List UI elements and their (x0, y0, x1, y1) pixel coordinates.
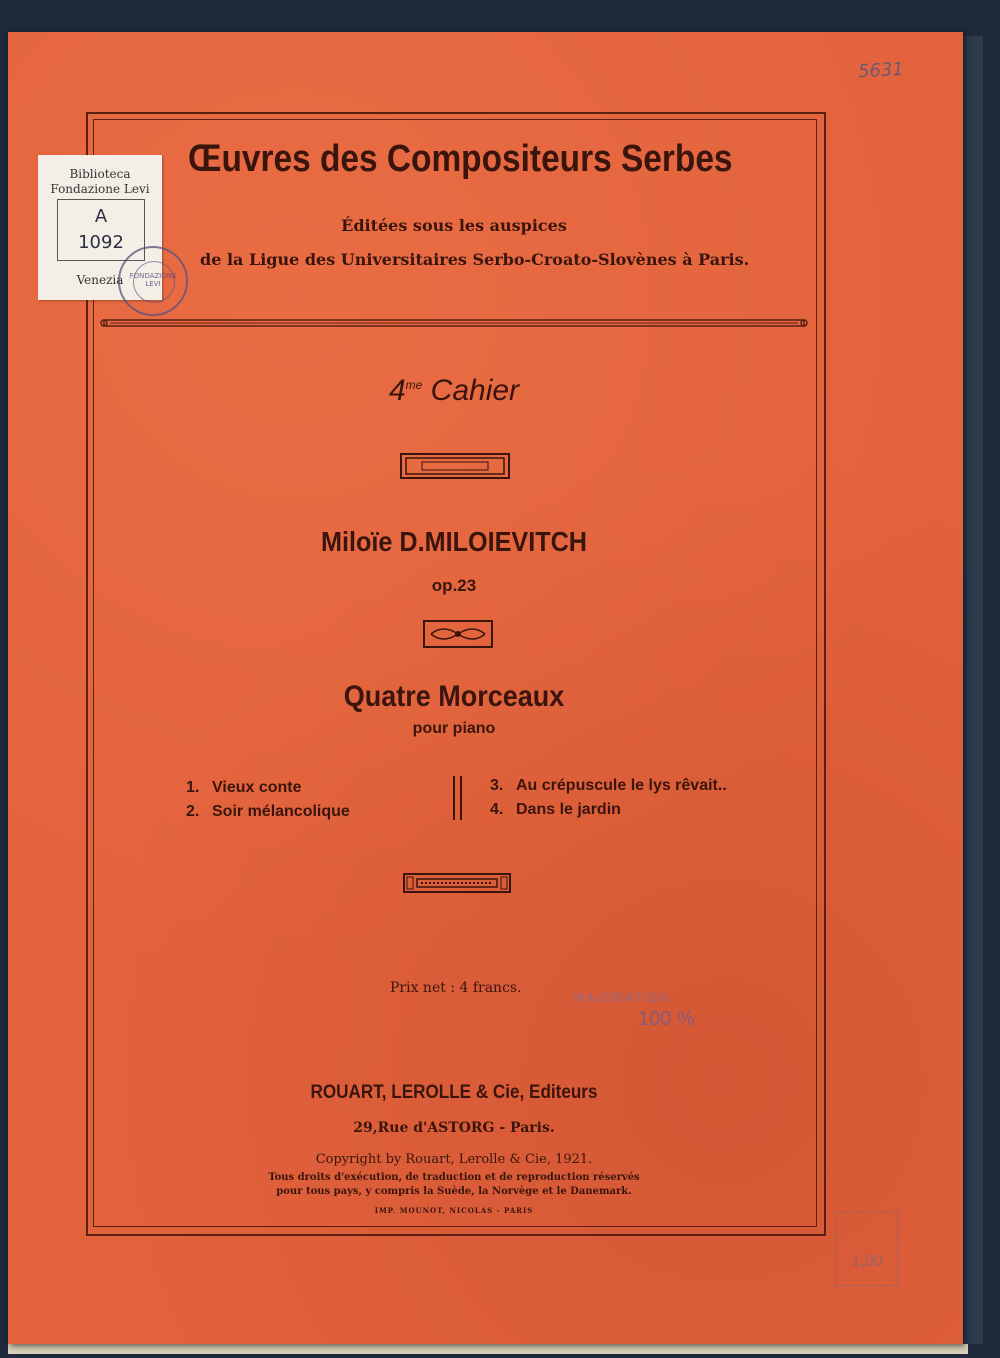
library-seal-stamp (118, 246, 188, 316)
corner-stamp-text: 1,00 (851, 1253, 883, 1270)
decorative-frame-inner (93, 119, 817, 1227)
publisher-address: 29,Rue d'ASTORG - Paris. (353, 1120, 555, 1136)
piece-2-number: 2. (186, 803, 200, 820)
piece-3-number: 3. (490, 777, 504, 794)
pencil-inventory-number: 5631 (857, 58, 905, 83)
auspices-line-2: de la Ligue des Universitaires Serbo-Croato-Slovènes à Paris. (200, 250, 750, 269)
library-label-line-2: Fondazione Levi (50, 182, 150, 196)
cahier-label: Cahier (430, 374, 520, 407)
ornament-3 (403, 873, 511, 893)
piece-4 (490, 801, 621, 819)
spine-edge (963, 36, 983, 1344)
shelfmark-letter: A (94, 206, 108, 227)
page-bottom-edge (8, 1344, 968, 1354)
cahier-suffix: me (405, 378, 423, 392)
piece-list-divider (453, 776, 462, 820)
piece-2-title: Soir mélancolique (212, 803, 350, 820)
composer-name: Miloïe D.MILOIEVITCH (320, 526, 588, 557)
cahier-number (93, 374, 815, 408)
rights-line-1: Tous droits d'exécution, de traduction et de reproduction réservés (268, 1172, 640, 1183)
work-title: Quatre Morceaux (343, 680, 565, 713)
series-title: Œuvres des Compositeurs Serbes (188, 138, 733, 180)
corner-price-stamp (836, 1212, 898, 1286)
piece-1 (186, 779, 302, 797)
piece-4-title: Dans le jardin (516, 801, 621, 818)
library-label-city: Venezia (76, 273, 124, 287)
printer-imprint: IMP. MOUNOT, NICOLAS - PARIS (374, 1206, 534, 1215)
ornament-1 (400, 453, 510, 479)
instrument: pour piano (412, 720, 496, 737)
library-seal-text: FONDAZIONE LEVI (129, 272, 177, 288)
copyright-notice: Copyright by Rouart, Lerolle & Cie, 1921. (315, 1152, 593, 1167)
piece-3 (490, 777, 727, 795)
opus-number: op.23 (431, 576, 477, 595)
piece-2 (186, 803, 350, 821)
piece-4-number: 4. (490, 801, 504, 818)
piece-3-title: Au crépuscule le lys rêvait.. (516, 777, 727, 794)
cahier-digit: 4 (388, 374, 406, 407)
publisher-name: ROUART, LEROLLE & Cie, Editeurs (310, 1082, 598, 1103)
auspices-line-1: Éditées sous les auspices (341, 216, 567, 235)
rights-line-2: pour tous pays, y compris la Suède, la Norvège et le Danemark. (276, 1186, 632, 1197)
piece-1-number: 1. (186, 779, 200, 796)
piece-1-title: Vieux conte (212, 779, 302, 796)
majoration-percent-stamp: 100 % (638, 1008, 695, 1030)
library-label-line-1: Biblioteca (69, 167, 131, 181)
ornament-2 (423, 620, 493, 648)
price: Prix net : 4 francs. (390, 980, 522, 996)
shelfmark-number: 1092 (78, 232, 124, 253)
majoration-stamp: MAJORATION (574, 990, 669, 1005)
ornamental-rule (100, 318, 808, 328)
